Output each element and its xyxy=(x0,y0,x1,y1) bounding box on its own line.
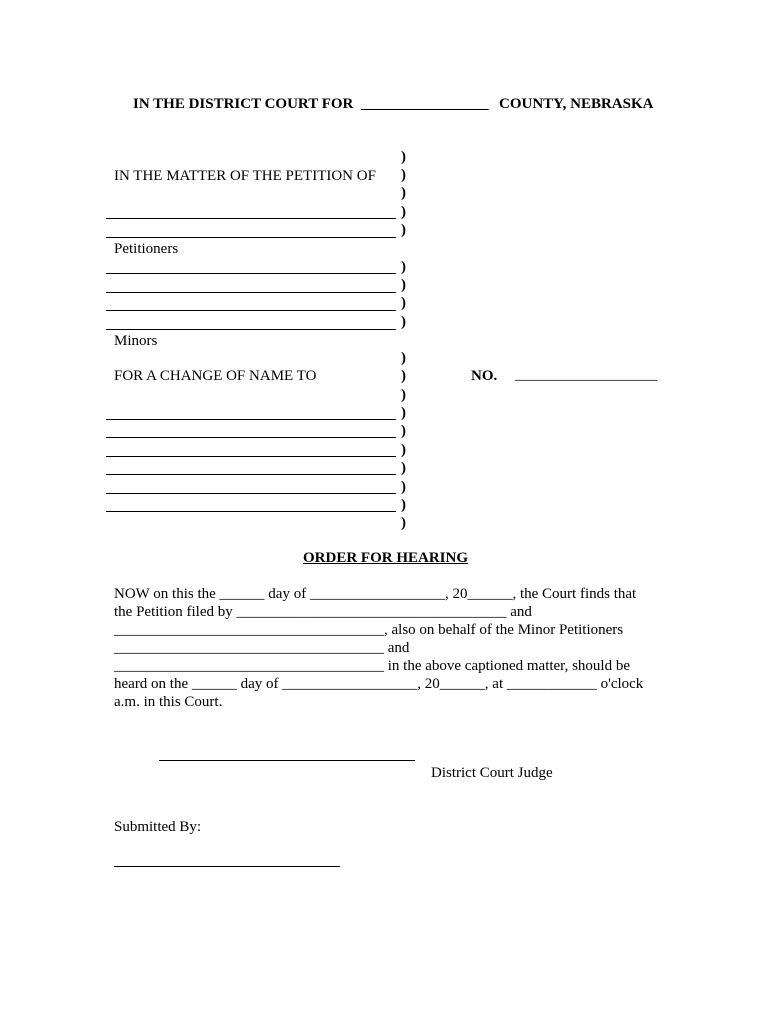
case-no-label: NO. xyxy=(471,368,498,384)
paren: ) xyxy=(401,350,406,366)
judge-label: District Court Judge xyxy=(431,765,553,781)
paren: ) xyxy=(401,423,406,439)
petitioner-name-line-2[interactable] xyxy=(106,237,396,238)
paren: ) xyxy=(401,204,406,220)
order-line: NOW on this the ______ day of __________________, 20______, the Court finds that xyxy=(114,586,637,602)
order-line: ____________________________________ in the above captioned matter, should be xyxy=(114,658,630,674)
order-line: a.m. in this Court. xyxy=(114,694,223,710)
new-name-line-1[interactable] xyxy=(106,419,396,420)
paren: ) xyxy=(401,222,406,238)
new-name-line-4[interactable] xyxy=(106,474,396,475)
order-line: the Petition filed by ____________________________________ and xyxy=(114,604,532,620)
paren: ) xyxy=(401,295,406,311)
paren: ) xyxy=(401,515,406,531)
case-no-blank[interactable]: ___________________ xyxy=(515,367,658,383)
new-name-line-2[interactable] xyxy=(106,437,396,438)
paren: ) xyxy=(401,149,406,165)
order-line: ____________________________________ and xyxy=(114,640,410,656)
paren: ) xyxy=(401,277,406,293)
paren: ) xyxy=(401,442,406,458)
minor-name-line-1[interactable] xyxy=(106,273,396,274)
judge-signature-line[interactable] xyxy=(159,760,415,761)
paren: ) xyxy=(401,368,406,384)
paren: ) xyxy=(401,167,406,183)
petitioners-label: Petitioners xyxy=(114,241,179,257)
paren: ) xyxy=(401,185,406,201)
court-header-prefix: IN THE DISTRICT COURT FOR xyxy=(133,96,354,112)
county-blank[interactable]: _________________ xyxy=(361,96,489,112)
change-of-name-label: FOR A CHANGE OF NAME TO xyxy=(114,368,317,384)
paren: ) xyxy=(401,259,406,275)
matter-label: IN THE MATTER OF THE PETITION OF xyxy=(114,168,376,184)
paren: ) xyxy=(401,460,406,476)
new-name-line-6[interactable] xyxy=(106,511,396,512)
minors-label: Minors xyxy=(114,333,158,349)
petitioner-name-line-1[interactable] xyxy=(106,218,396,219)
minor-name-line-4[interactable] xyxy=(106,329,396,330)
paren: ) xyxy=(401,314,406,330)
paren: ) xyxy=(401,497,406,513)
submitted-by-signature-line[interactable] xyxy=(114,866,340,867)
new-name-line-3[interactable] xyxy=(106,456,396,457)
new-name-line-5[interactable] xyxy=(106,493,396,494)
paren: ) xyxy=(401,405,406,421)
submitted-by-label: Submitted By: xyxy=(114,819,202,835)
order-line: ____________________________________, also on behalf of the Minor Petitioners xyxy=(114,622,624,638)
minor-name-line-3[interactable] xyxy=(106,310,396,311)
court-header-suffix: COUNTY, NEBRASKA xyxy=(499,96,654,112)
paren: ) xyxy=(401,387,406,403)
order-title: ORDER FOR HEARING xyxy=(303,550,469,566)
paren: ) xyxy=(401,479,406,495)
order-line: heard on the ______ day of __________________, 20______, at ____________ o'clock xyxy=(114,676,644,692)
minor-name-line-2[interactable] xyxy=(106,292,396,293)
